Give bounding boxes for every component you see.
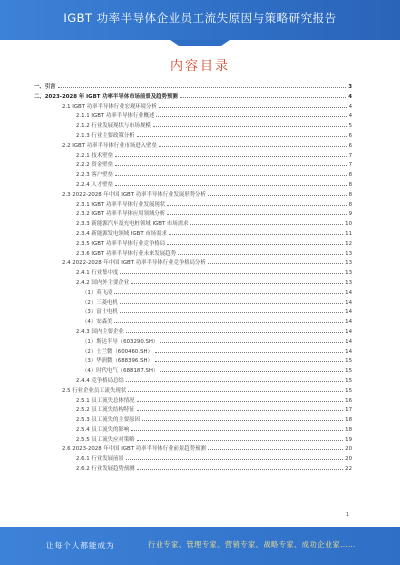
toc-leader-dots: [153, 121, 347, 127]
toc-leader-dots: [114, 317, 343, 323]
toc-entry-page: 9: [348, 211, 352, 218]
toc-entry[interactable]: [34, 151, 352, 161]
toc-leader-dots: [208, 190, 347, 196]
toc-entry[interactable]: [34, 366, 352, 376]
toc-leader-dots: [126, 376, 343, 382]
toc-entry-page: 18: [345, 426, 352, 433]
toc-entry-page: 7: [348, 162, 352, 169]
toc-entry-title: （2）三菱电机: [82, 299, 118, 306]
toc-entry[interactable]: [34, 415, 352, 425]
table-of-contents: [34, 82, 352, 474]
toc-entry[interactable]: [34, 141, 352, 151]
toc-entry-page: 3: [348, 84, 352, 90]
toc-entry-page: 6: [348, 142, 352, 149]
toc-entry[interactable]: [34, 327, 352, 337]
toc-entry-title: 2.5.2 员工流失结构特征: [76, 407, 135, 414]
toc-entry-title: 2.2 IGBT 功率半导体行业市场进入壁垒: [62, 142, 157, 149]
toc-entry[interactable]: [34, 307, 352, 317]
toc-leader-dots: [167, 239, 343, 245]
toc-entry-page: 8: [348, 172, 352, 179]
toc-entry[interactable]: [34, 102, 352, 112]
toc-heading: 内容目录: [169, 59, 230, 74]
toc-entry-title: 2.1.3 行业主要政策分析: [76, 132, 135, 139]
toc-entry-page: 7: [348, 152, 352, 159]
toc-entry-title: 2.3.2 IGBT 功率半导体应用领域分析: [76, 211, 166, 218]
toc-entry-page: 15: [345, 358, 352, 365]
toc-entry[interactable]: [34, 288, 352, 298]
toc-entry-title: （2）士兰微（600460.SH）: [82, 348, 153, 355]
toc-entry-title: 一、引言: [34, 84, 56, 90]
toc-entry-title: 2.2.2 资金壁垒: [76, 162, 113, 169]
toc-entry[interactable]: [34, 200, 352, 210]
toc-entry[interactable]: [34, 121, 352, 131]
toc-entry-title: 2.3.1 IGBT 功率半导体行业发展现状: [76, 201, 166, 208]
toc-entry-title: 2.4.2 国内外主要企业: [76, 279, 130, 286]
toc-entry-title: 2.2.3 客户壁垒: [76, 172, 113, 179]
toc-entry-title: 2.3.6 IGBT 功率半导体行业未来发展趋势: [76, 250, 176, 257]
toc-entry[interactable]: [34, 239, 352, 249]
toc-leader-dots: [137, 464, 344, 470]
toc-leader-dots: [131, 278, 343, 284]
toc-leader-dots: [131, 425, 343, 431]
toc-leader-dots: [120, 268, 343, 274]
toc-leader-dots: [159, 141, 347, 147]
toc-entry[interactable]: [34, 454, 352, 464]
toc-entry-page: 14: [345, 309, 352, 316]
toc-leader-dots: [155, 356, 343, 362]
toc-leader-dots: [142, 415, 343, 421]
toc-entry[interactable]: [34, 444, 352, 454]
toc-entry-page: 13: [345, 260, 352, 267]
toc-entry-title: 2.4 2022-2028 年中国 IGBT 功率半导体行业竞争格局分析: [62, 260, 206, 267]
toc-entry-title: 2.1.2 行业发展现状与市场规模: [76, 123, 151, 130]
header-banner: [0, 0, 400, 40]
toc-leader-dots: [169, 229, 343, 235]
toc-entry[interactable]: [34, 268, 352, 278]
toc-entry[interactable]: [34, 160, 352, 170]
toc-entry[interactable]: [34, 258, 352, 268]
toc-leader-dots: [180, 92, 347, 98]
toc-entry-title: 2.3.3 新能源汽车及充电桩领域 IGBT 市场需求: [76, 221, 189, 228]
header-notch: [170, 40, 230, 46]
toc-entry-page: 15: [345, 377, 352, 384]
toc-entry[interactable]: [34, 111, 352, 121]
toc-entry-page: 13: [345, 279, 352, 286]
toc-entry-page: 18: [345, 417, 352, 424]
toc-entry-page: 19: [345, 436, 352, 443]
toc-entry-page: 16: [345, 397, 352, 404]
toc-entry[interactable]: [34, 337, 352, 347]
toc-entry-title: 2.3.5 IGBT 功率半导体行业竞争格局: [76, 240, 166, 247]
toc-entry[interactable]: [34, 317, 352, 327]
toc-entry-page: 15: [345, 387, 352, 394]
toc-entry[interactable]: [34, 425, 352, 435]
toc-entry-page: 12: [345, 240, 352, 247]
toc-entry-page: 14: [345, 338, 352, 345]
toc-entry-title: （3）富士电机: [82, 309, 118, 316]
toc-entry[interactable]: [34, 180, 352, 190]
toc-entry-page: 4: [348, 93, 352, 100]
footer-banner: [0, 527, 400, 565]
toc-entry-title: 2.5.4 员工流失的影响: [76, 426, 130, 433]
toc-entry-title: 2.2.1 技术壁垒: [76, 152, 113, 159]
toc-entry[interactable]: [34, 298, 352, 308]
toc-entry-page: 14: [345, 289, 352, 296]
toc-entry-page: 14: [345, 299, 352, 306]
toc-entry-page: 13: [345, 250, 352, 257]
toc-entry-title: （3）华润微（688396.SH）: [82, 358, 153, 365]
toc-leader-dots: [156, 111, 346, 117]
report-title: IGBT 功率半导体企业员工流失原因与策略研究报告: [63, 11, 337, 25]
toc-entry-page: 8: [348, 191, 352, 198]
toc-entry[interactable]: [34, 209, 352, 219]
toc-entry[interactable]: [34, 435, 352, 445]
toc-entry-title: 2.5.5 员工流失应对策略: [76, 436, 135, 443]
toc-entry[interactable]: [34, 92, 352, 102]
toc-entry-title: 2.4.1 行业集中度: [76, 270, 119, 277]
toc-entry-title: （1）英飞凌: [82, 289, 113, 296]
footer-slogan: 让每个人都能成为: [46, 541, 115, 550]
toc-entry-page: 8: [348, 201, 352, 208]
toc-entry-page: 22: [345, 466, 352, 473]
toc-entry-page: 13: [345, 270, 352, 277]
toc-entry[interactable]: [34, 219, 352, 229]
toc-entry[interactable]: [34, 249, 352, 259]
toc-entry-title: 2.5.1 员工流失总体情况: [76, 397, 135, 404]
toc-leader-dots: [137, 405, 344, 411]
toc-entry-title: 2.3 2022-2028 年中国 IGBT 功率半导体行业发展形势分析: [62, 191, 206, 198]
toc-entry[interactable]: [34, 386, 352, 396]
toc-entry-title: 2.4.3 国内主要企业: [76, 328, 124, 335]
toc-entry-page: 5: [348, 123, 352, 130]
toc-entry-page: 17: [345, 407, 352, 414]
toc-leader-dots: [115, 180, 347, 186]
toc-entry[interactable]: [34, 464, 352, 474]
toc-entry-page: 20: [345, 456, 352, 463]
toc-entry-title: 2.6.1 行业发展前景: [76, 456, 124, 463]
toc-leader-dots: [160, 366, 343, 372]
toc-leader-dots: [137, 131, 347, 137]
toc-leader-dots: [159, 102, 347, 108]
toc-leader-dots: [160, 337, 343, 343]
toc-leader-dots: [167, 200, 346, 206]
toc-leader-dots: [208, 444, 343, 450]
toc-entry-page: 14: [345, 328, 352, 335]
toc-entry[interactable]: [34, 396, 352, 406]
toc-entry-title: 2.4.4 竞争格局总结: [76, 377, 124, 384]
toc-leader-dots: [58, 82, 347, 88]
toc-entry[interactable]: [34, 229, 352, 239]
toc-entry-page: 14: [345, 348, 352, 355]
toc-entry-title: 2.5 行业企业员工流失现状: [62, 387, 127, 394]
toc-entry-title: （4）安森美: [82, 319, 113, 326]
toc-entry[interactable]: [34, 82, 352, 92]
toc-leader-dots: [190, 219, 343, 225]
toc-entry-page: 14: [345, 319, 352, 326]
toc-entry-title: 2.5.3 员工流失的主要原因: [76, 417, 140, 424]
toc-entry-page: 4: [348, 113, 352, 120]
toc-entry[interactable]: [34, 278, 352, 288]
toc-leader-dots: [178, 249, 343, 255]
page-number: 1: [346, 512, 350, 518]
toc-leader-dots: [167, 209, 346, 215]
toc-entry-title: 2.3.4 新能源发电领域 IGBT 市场需求: [76, 230, 167, 237]
toc-entry[interactable]: [34, 376, 352, 386]
toc-entry[interactable]: [34, 347, 352, 357]
toc-entry-title: 二、2023-2028 年 IGBT 功率半导体市场前景及趋势预测: [34, 93, 178, 100]
toc-entry-title: 2.6.2 行业发展趋势预测: [76, 466, 135, 473]
toc-entry-page: 15: [345, 368, 352, 375]
toc-leader-dots: [137, 435, 344, 441]
toc-entry[interactable]: [34, 356, 352, 366]
toc-entry[interactable]: [34, 190, 352, 200]
toc-entry-page: 6: [348, 132, 352, 139]
toc-leader-dots: [120, 298, 343, 304]
toc-leader-dots: [115, 170, 347, 176]
toc-entry[interactable]: [34, 131, 352, 141]
toc-leader-dots: [120, 307, 343, 313]
toc-leader-dots: [137, 396, 344, 402]
toc-leader-dots: [208, 258, 343, 264]
toc-entry-page: 4: [348, 103, 352, 110]
toc-entry-title: （1）斯达半导（603290.SH）: [82, 338, 159, 345]
toc-entry[interactable]: [34, 170, 352, 180]
toc-entry-title: 2.1 IGBT 功率半导体行业宏观环境分析: [62, 103, 157, 110]
toc-entry-page: 8: [348, 181, 352, 188]
toc-leader-dots: [126, 454, 343, 460]
footer-roles: 行业专家、管理专家、营销专家、战略专家、成功企业家……: [148, 540, 356, 549]
toc-leader-dots: [115, 160, 347, 166]
toc-leader-dots: [155, 347, 343, 353]
toc-entry-title: 2.1.1 IGBT 功率半导体行业概述: [76, 113, 155, 120]
toc-entry[interactable]: [34, 405, 352, 415]
toc-entry-title: 2.2.4 人才壁垒: [76, 181, 113, 188]
toc-entry-title: 2.6 2023-2028 年中国 IGBT 功率半导体行业前景趋势预测: [62, 446, 206, 453]
toc-entry-page: 11: [345, 230, 352, 237]
toc-leader-dots: [114, 288, 343, 294]
toc-leader-dots: [115, 151, 347, 157]
toc-entry-title: （4）时代电气（688187.SH）: [82, 368, 159, 375]
toc-leader-dots: [128, 386, 343, 392]
toc-entry-page: 10: [345, 221, 352, 228]
toc-leader-dots: [126, 327, 343, 333]
toc-entry-page: 20: [345, 446, 352, 453]
